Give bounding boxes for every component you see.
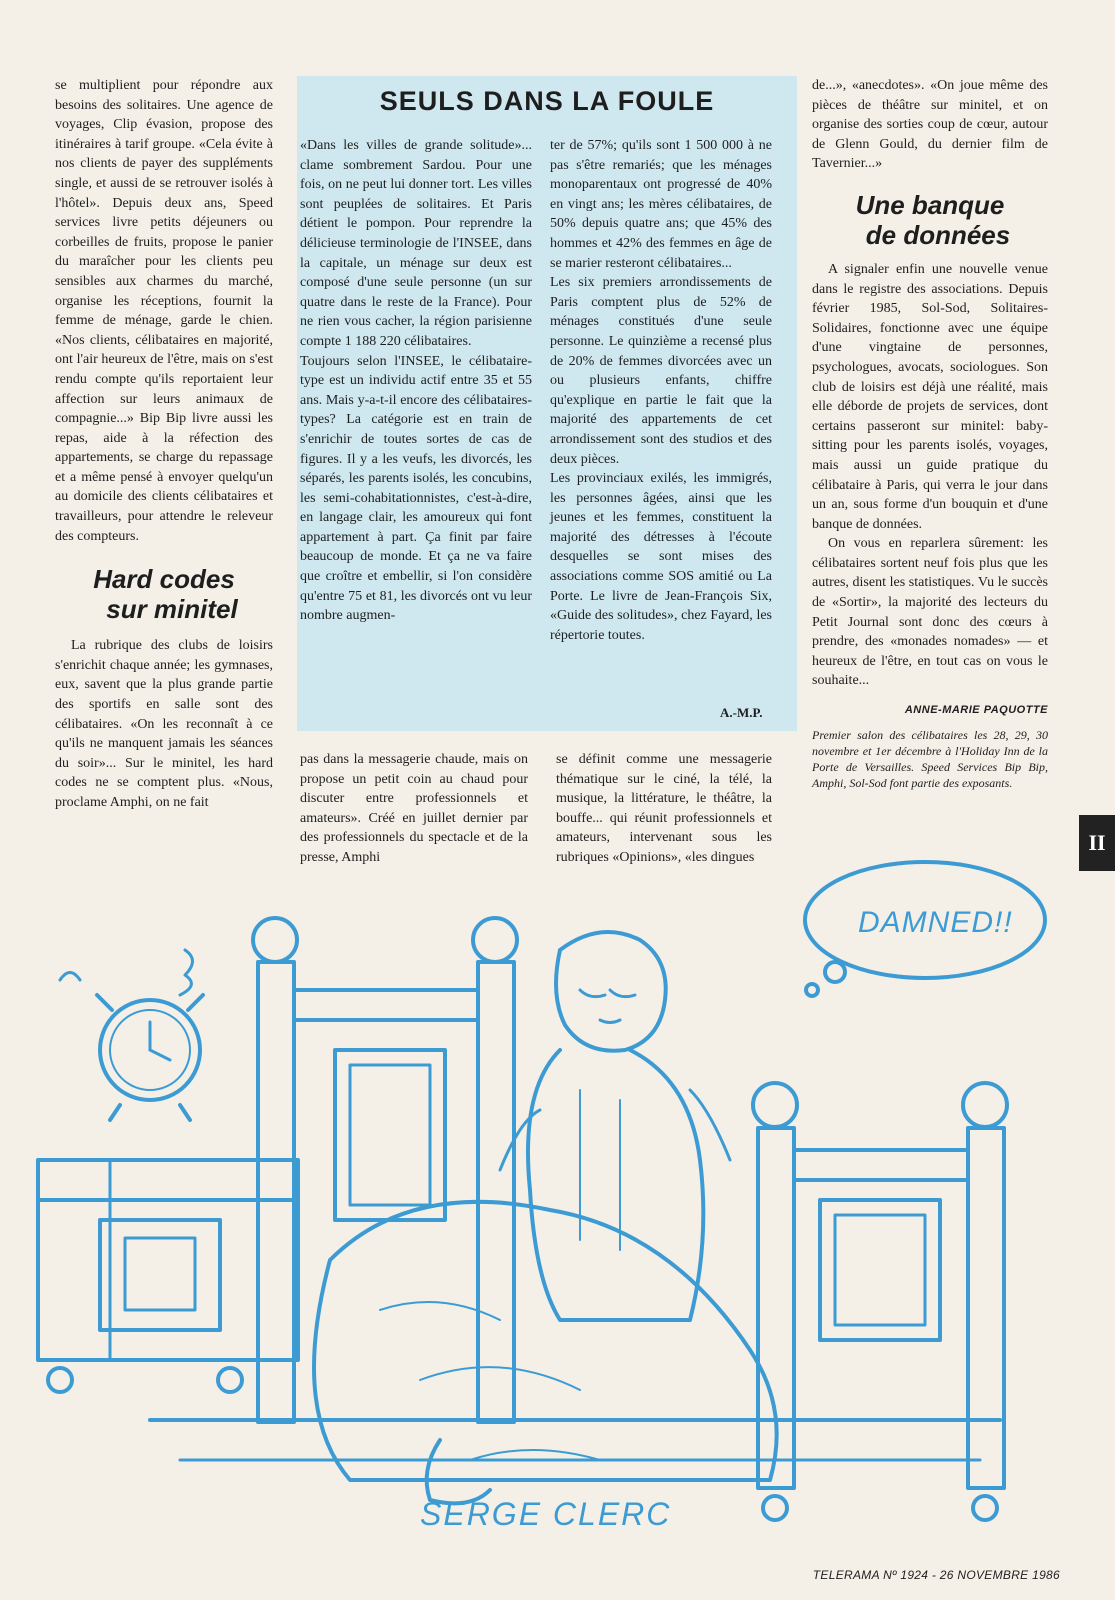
column-4-paragraph-3: On vous en reparlera sûrement: les célibataires sortent neuf fois plus que les autres, disent les statistiques. Vu le succès de «Sortir», la majorité des lecteurs du Petit Journal sont donc des cœurs à prendre, des «monades nomades» — et heureux de l'être, en tout cas on vous le souhaite... [812,536,1048,689]
thought-bubble-dot-2 [806,984,818,996]
author-signature: ANNE-MARIE PAQUOTTE [904,704,1048,717]
heading-hard-codes-line-1: Hard codes [93,564,235,595]
column-4-paragraph-1: de...», «anecdotes». «On joue même des pièces de théâtre sur minitel, et on organise des sorties coup de cœur, autour de Glenn Gould, du dernier film de Tavernier...» [812,78,1048,172]
column-4 [812,76,1048,791]
box-signature: A.-M.P. [720,705,763,720]
bed-headboard [253,918,517,1422]
box-right-paragraph-1: ter de 57%; qu'ils sont 1 500 000 à ne pas s'être remariés; que les ménages monoparentaux ont progressé de 40% en vingt ans; les mères célibataires, de 50% depuis quatre ans; que 45% des hommes et 42% des femmes en âge de se marier resteront célibataires... [550,138,772,271]
thought-bubble-dot-1 [825,962,845,982]
column-3-bottom-text: se définit comme une messagerie thématique sur le ciné, la télé, la musique, la littérature, le théâtre, la bouffe... qui réunit professionnels et amateurs, intervenant sous les rubriques «Opinions», «les dingues [556,752,772,865]
column-1-paragraph-2: La rubrique des clubs de loisirs s'enrichit chaque année; les gymnases, eux, savent que la plus grande partie des sportifs en salle sont des célibataires. «On les reconnaît à ce qu'ils ne manquent jamais les séances du soir»... Sur le minitel, les hard codes ne se comptent plus. «Nous, proclame Amphi, on ne fait [55,638,273,810]
column-2-bottom-text: pas dans la messagerie chaude, mais on propose un petit coin au chaud pour discuter entre professionnels et amateurs». Créé en juillet dernier par des professionnels du spectacle et de la presse, Amphi [300,752,528,865]
page-footer: TELERAMA Nº 1924 - 26 NOVEMBRE 1986 [812,1568,1060,1582]
artist-signature: SERGE CLERC [420,1496,672,1532]
cartoon-illustration [0,860,1115,1560]
box-right-paragraph-3: Les provinciaux exilés, les immigrés, les personnes âgées, ainsi que les jeunes et les femmes, constituent la majorité des détresses à l'écoute desquelles se sont mises des associations comme SOS amitié ou La Porte. Le livre de Jean-François Six, «Guide des solitudes», chez Fayard, les répertorie toutes. [550,471,772,643]
heading-banque-donnees [812,190,1048,250]
box-column-right [550,136,772,645]
alarm-clock-icon [60,950,203,1120]
heading-banque-line-2: de données [865,219,1011,250]
column-3-bottom [556,750,772,868]
man-character [500,932,730,1320]
bed-blanket [150,1202,1000,1504]
box-right-paragraph-2: Les six premiers arrondissements de Paris comptent plus de 52% de ménages constitués d'une seule personne. Le quinzième a recensé plus de 20% de femmes divorcées avec un ou plusieurs enfants, chiffre qu'explique en partie le fait que la majorité des appartements de cet arrondissement sont des studios et des deux pièces. [550,275,772,467]
heading-hard-codes-line-2: sur minitel [106,594,238,625]
column-4-paragraph-2: A signaler enfin une nouvelle venue dans le registre des associations. Depuis février 1985, Sol-Sod, Solitaires-Solidaires, fonctionne avec une équipe d'une vingtaine de personnes, psychologues, avocats, sociologues. Son club de loisirs est déjà une réalité, mais elle déborde de projets de services, dont certains passeront sur minitel: baby-sitting pour les parents isolés, voyages, mais aussi un guide pratique du célibataire à Paris, qui verra le jour dans un an, sous forme d'un bouquin et d'une banque de données. [812,261,1048,532]
column-2-bottom [300,750,528,868]
box-left-paragraph-2: Toujours selon l'INSEE, le célibataire-type est un individu actif entre 35 et 55 ans. Mais y-a-t-il encore des célibataires-types? La catégorie est en train de s'enrichir de toutes sortes de cas de figures. Il y a les veufs, les divorcés, les séparés, les parents isolés, les concubins, les semi-cohabitationnistes, c'est-à-dire, en langage clair, les amoureux qui font appartement à part. Ça finit par faire beaucoup de monde. Et ça ne va faire que croître et embellir, si l'on considère qu'entre 75 et 81, les divorcés ont vu leur nombre augmen- [300,353,532,624]
event-caption: Premier salon des célibataires les 28, 29, 30 novembre et 1er décembre à l'Holiday Inn de la Porte de Versailles. Speed Services Bip Bip, Amphi, Sol-Sod font partie des exposants. [812,727,1048,790]
box-column-left [300,136,532,626]
column-1-paragraph-1: se multiplient pour répondre aux besoins des solitaires. Une agence de voyages, Clip évasion, propose des itinéraires à tarif groupe. «Cela évite à nos clients de payer des suppléments single, et aussi de se retrouver isolés à l'hôtel». Depuis deux ans, Speed services livre petits déjeuners ou corbeilles de fruits, propose le panier du maraîcher pour les clients peu sensibles aux charmes du marché, organise les réceptions, fournit la femme de ménage, garde le chien. «Nos clients, célibataires en majorité, ont l'air heureux de l'être, mais on s'est rendu compte qu'ils reportaient leur affection sur leurs animaux de compagnie...» Bip Bip livre aussi les repas, aide à la réfection des appartements, se charge du repassage et a même pensé à envoyer quelqu'un au domicile des clients célibataires et travailleurs, pour attendre le releveur des compteurs. [55,78,273,544]
box-title: SEULS DANS LA FOULE [379,86,715,116]
column-1 [55,76,273,813]
heading-banque-line-1: Une banque [855,189,1005,220]
heading-hard-codes [55,564,273,624]
bed-footboard [753,1083,1007,1520]
page-section-tab: II [1079,815,1115,871]
speech-text: DAMNED!! [858,906,1013,939]
box-left-paragraph-1: «Dans les villes de grande solitude»... clame sombrement Sardou. Pour une fois, on ne peut lui donner tort. Les villes sont peuplées de solitaires. Et Paris détient le pompon. Pour reprendre la délicieuse terminologie de l'INSEE, dans la capitale, un ménage sur deux est composé d'une seule personne (un sur quatre dans le reste de la France). Pour ne rien vous cacher, la région parisienne compte 1 188 220 célibataires. [300,138,532,349]
